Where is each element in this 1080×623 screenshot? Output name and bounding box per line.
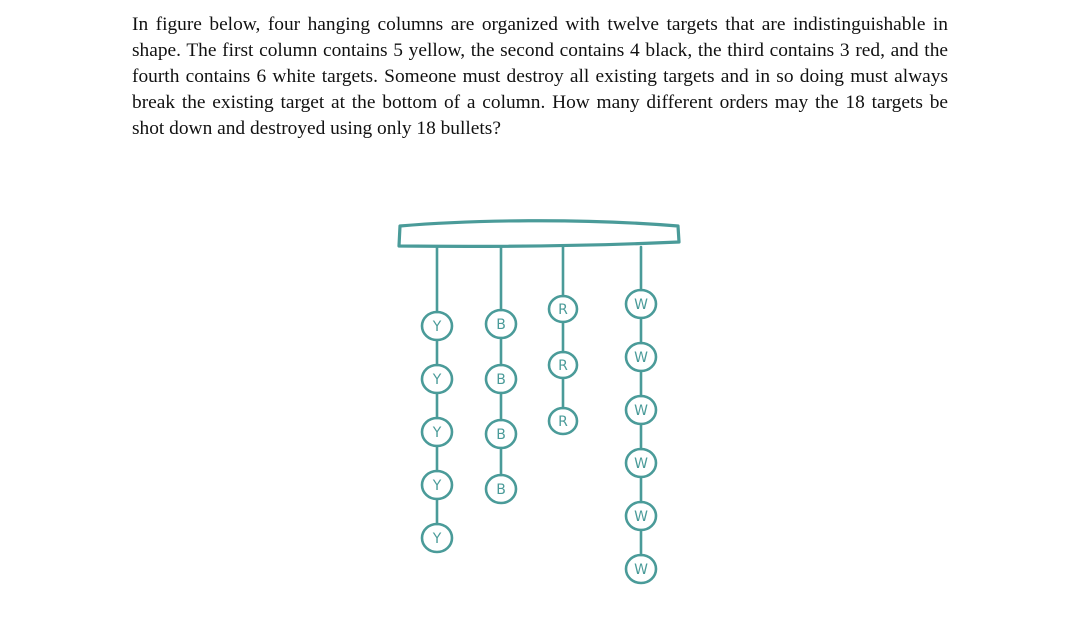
target-yellow-4-label: Y (432, 478, 442, 494)
target-white-4-label: W (634, 456, 648, 472)
target-yellow-1-label: Y (432, 319, 442, 335)
hanging-targets-diagram (380, 200, 700, 610)
hanging-bar (399, 221, 679, 247)
target-red-3-label: R (558, 414, 568, 430)
target-yellow-5-label: Y (432, 531, 442, 547)
target-black-1-label: B (496, 317, 506, 333)
target-red-2-label: R (558, 358, 568, 374)
target-white-3-label: W (634, 403, 648, 419)
target-white-5-label: W (634, 509, 648, 525)
target-yellow-2-label: Y (432, 372, 442, 388)
target-black-4-label: B (496, 482, 506, 498)
target-white-2-label: W (634, 350, 648, 366)
target-red-1-label: R (558, 302, 568, 318)
target-black-3-label: B (496, 427, 506, 443)
hanging-targets-figure (380, 200, 700, 610)
target-white-6-label: W (634, 562, 648, 578)
target-black-2-label: B (496, 372, 506, 388)
problem-statement: In figure below, four hanging columns are organized with twelve targets that are indistinguishable in shape. The first column contains 5 yellow, the second contains 4 black, the third contains 3 red, and the fourth contains 6 white targets. Someone must destroy all existing targets and in so doing must always break the existing target at the bottom of a column. How many different orders may the 18 targets be shot down and destroyed using only 18 bullets? (132, 14, 948, 139)
target-yellow-3-label: Y (432, 425, 442, 441)
target-white-1-label: W (634, 297, 648, 313)
